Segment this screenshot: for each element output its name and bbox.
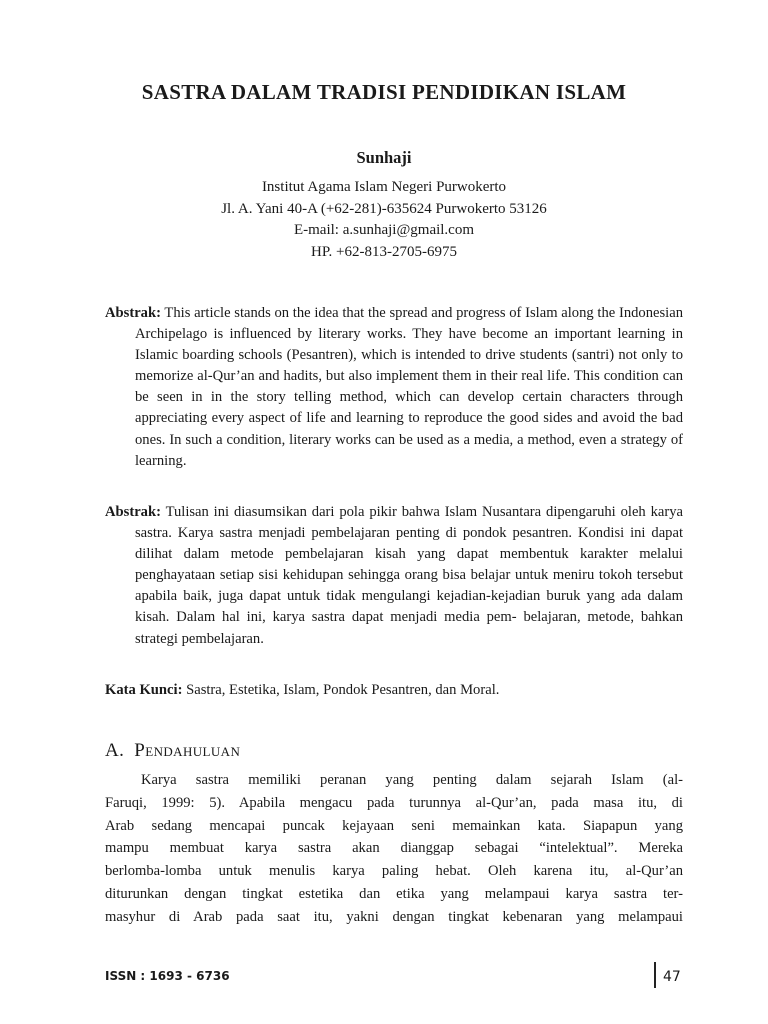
abstract-id-line: Tulisan ini diasumsikan dari pola pikir bahwa Islam Nusantara <box>165 504 542 520</box>
abstract-en-line: through appreciating every aspect of life and learning to reproduce the <box>135 389 683 427</box>
abstract-en-line: This article stands on the idea that the spread and progress of Islam <box>164 305 558 321</box>
author-name: Sunhaji <box>356 148 412 167</box>
affiliation-block <box>0 177 768 263</box>
abstract-id-line: kisah yang dapat membentuk karakter melalui penghayataan setiap sisi <box>135 546 683 584</box>
body-line: Arab sedang mencapai puncak kejayaan seni memainkan kata. Siapapun yang <box>105 817 683 834</box>
abstract-english <box>105 303 683 472</box>
section-title: Pendahuluan <box>134 740 241 761</box>
section-number: A. <box>105 740 125 761</box>
page-number: 47 <box>663 969 681 985</box>
abstract-id-line: baik, juga dapat untuk tidak mengulangi kejadian-kejadian buruk yang <box>183 588 615 605</box>
body-line: Faruqi, 1999: 5). Apabila mengacu pada turunnya al-Qur’an, pada masa itu, di <box>105 794 683 811</box>
body-line: diturunkan dengan tingkat estetika dan etika yang melampaui karya sastra ter- <box>105 885 683 902</box>
body-line: mampu membuat karya sastra akan dianggap sebagai “intelektual”. Mereka <box>105 840 683 857</box>
abstract-en-line: which is intended to drive students (santri) not only to memorize al-Qur’an <box>135 347 684 385</box>
affiliation-institution: Institut Agama Islam Negeri Purwokerto <box>261 179 507 195</box>
section-heading <box>105 740 240 762</box>
affiliation-email[interactable]: E-mail: a.sunhaji@gmail.com <box>293 222 475 238</box>
abstract-indonesian-text <box>135 504 683 647</box>
body-line: berlomba-lomba untuk menulis karya paling hebat. Oleh karena itu, al-Qur’an <box>105 863 683 880</box>
abstract-english-label: Abstrak: <box>105 305 161 321</box>
body-line: masyhur di Arab pada saat itu, yakni dengan tingkat kebenaran yang melampaui <box>105 908 683 925</box>
abstract-id-line: belajaran, metode, bahkan strategi pembelajaran. <box>135 609 683 647</box>
keywords-text: Sastra, Estetika, Islam, Pondok Pesantren, dan Moral. <box>186 682 500 698</box>
abstract-indonesian <box>105 502 683 650</box>
abstract-id-line: di pondok pesantren. Kondisi ini dapat dilihat dalam metode pembelajaran <box>135 525 683 563</box>
abstract-en-line: have become an important learning in Islamic boarding schools (Pesantren), <box>135 326 683 364</box>
affiliation-address: Jl. A. Yani 40-A (+62-281)-635624 Purwokerto 53126 <box>221 200 547 217</box>
footer-issn: ISSN : 1693 - 6736 <box>105 969 230 983</box>
abstract-english-text <box>135 305 683 469</box>
footer-divider <box>654 962 656 988</box>
page-title: SASTRA DALAM TRADISI PENDIDIKAN ISLAM <box>141 80 627 104</box>
abstract-id-line: kehidupan sehingga orang bisa belajar untuk meniru tokoh tersebut apabila <box>135 567 683 605</box>
abstract-id-line: dipengaruhi oleh karya sastra. Karya sastra menjadi pembelajaran penting <box>135 504 683 542</box>
abstract-en-line: along the Indonesian Archipelago is influenced by literary works. They <box>135 305 683 343</box>
abstract-en-line: and hadits, but also implement them in their real life. This condition can <box>258 368 684 385</box>
abstract-en-line: good sides and avoid the bad ones. In such a condition, literary works can <box>135 410 684 448</box>
abstract-en-line: be seen in in the story telling method, which can develop certain characters <box>135 389 630 406</box>
keywords <box>105 680 683 701</box>
abstract-en-line: be used as a media, a method, even a strategy of learning. <box>135 431 684 469</box>
keywords-label: Kata Kunci: <box>105 682 183 698</box>
body-paragraph <box>105 769 683 929</box>
abstract-indonesian-label: Abstrak: <box>105 504 161 520</box>
affiliation-phone: HP. +62-813-2705-6975 <box>311 243 457 260</box>
abstract-id-line: ada dalam kisah. Dalam hal ini, karya sastra dapat menjadi media pem- <box>135 588 683 626</box>
body-line: Karya sastra memiliki peranan yang penting dalam sejarah Islam (al- <box>141 772 683 788</box>
